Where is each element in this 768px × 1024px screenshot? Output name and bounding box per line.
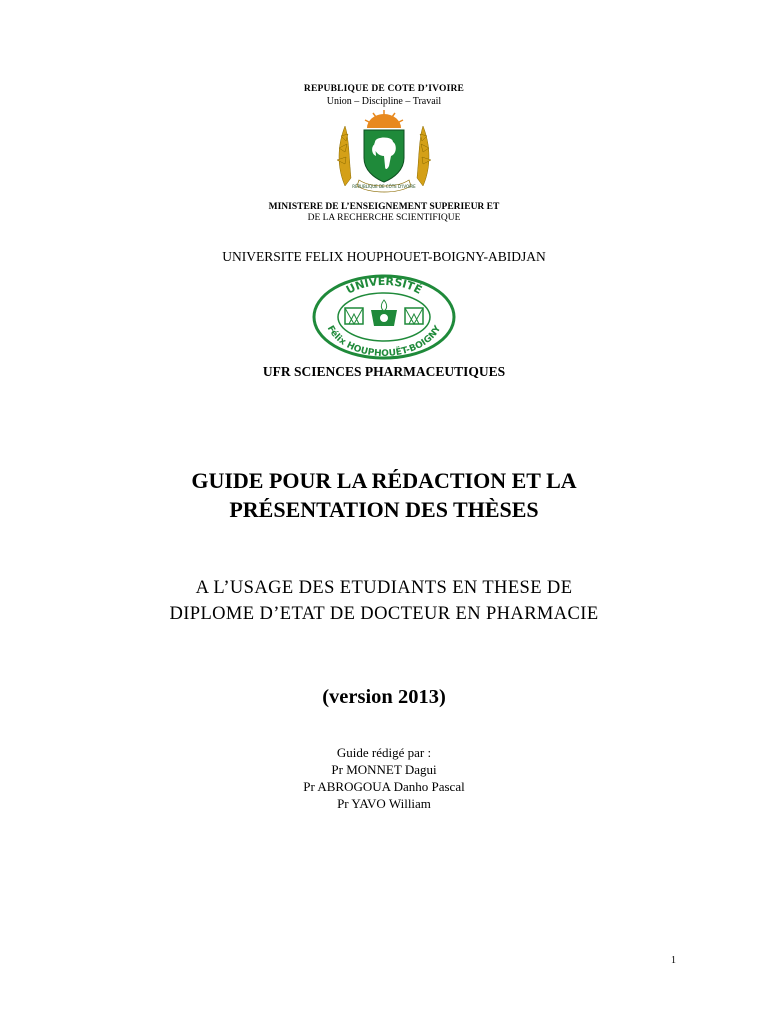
ufr-name: UFR SCIENCES PHARMACEUTIQUES	[262, 364, 506, 379]
document-subtitle	[0, 575, 768, 627]
seal-bottom-text: Félix HOUPHOUËT-BOIGNY	[324, 324, 444, 360]
subtitle-line-1: A L’USAGE DES ETUDIANTS EN THESE DE	[195, 578, 573, 598]
ivory-coast-coat-of-arms-icon	[331, 108, 437, 194]
author-name: Pr YAVO William	[337, 796, 431, 811]
title-line-2: PRÉSENTATION DES THÈSES	[229, 497, 539, 522]
subtitle-line-2: DIPLOME D’ETAT DE DOCTEUR EN PHARMACIE	[169, 604, 599, 624]
university-felix-houphouet-boigny-seal-icon	[311, 274, 457, 360]
ministry-line-1: MINISTERE DE L’ENSEIGNEMENT SUPERIEUR ET	[268, 202, 500, 212]
document-title	[0, 466, 768, 524]
ministry-line-2: DE LA RECHERCHE SCIENTIFIQUE	[307, 213, 461, 223]
authors-block	[0, 744, 768, 812]
author-name: Pr MONNET Dagui	[331, 762, 437, 777]
national-motto: Union – Discipline – Travail	[326, 96, 442, 107]
author-name: Pr ABROGOUA Danho Pascal	[303, 779, 465, 794]
coat-of-arms-banner: RÉPUBLIQUE DE CÔTE D'IVOIRE	[352, 184, 416, 189]
page-number: 1	[671, 955, 676, 966]
version-label: (version 2013)	[322, 686, 446, 708]
republic-heading: REPUBLIQUE DE COTE D’IVOIRE	[303, 84, 465, 94]
authors-intro: Guide rédigé par :	[336, 745, 432, 760]
title-line-1: GUIDE POUR LA RÉDACTION ET LA	[191, 468, 577, 493]
seal-top-text: UNIVERSITÉ	[344, 274, 425, 297]
university-name: UNIVERSITE FELIX HOUPHOUET-BOIGNY-ABIDJAN	[222, 249, 546, 264]
